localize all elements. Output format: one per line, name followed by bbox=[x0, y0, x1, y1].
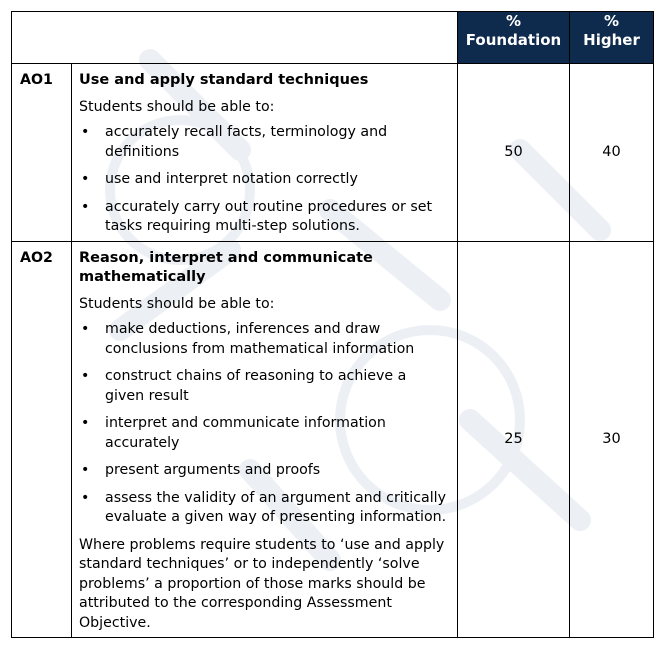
bullet-text: make deductions, inferences and draw conclusions from mathematical information bbox=[105, 321, 415, 357]
table-row-ao1 bbox=[12, 64, 654, 242]
ao1-higher-value: 40 bbox=[570, 64, 654, 242]
foundation-percent-sign: % bbox=[505, 12, 522, 30]
table-row-ao2 bbox=[12, 241, 654, 638]
bullet-text: present arguments and proofs bbox=[105, 462, 321, 478]
header-blank-cell bbox=[12, 12, 458, 64]
ao2-higher-value: 30 bbox=[570, 241, 654, 638]
ao2-bullet-list bbox=[79, 320, 449, 528]
ao1-title: Use and apply standard techniques bbox=[79, 72, 369, 88]
bullet-icon: • bbox=[81, 489, 90, 506]
bullet-icon: • bbox=[81, 171, 90, 187]
list-item bbox=[79, 414, 449, 453]
bullet-text: assess the validity of an argument and critically evaluate a given way of presenting information. bbox=[105, 489, 447, 525]
list-item bbox=[79, 367, 449, 406]
bullet-text: interpret and communicate information accurately bbox=[105, 415, 386, 451]
header-higher bbox=[570, 12, 654, 64]
ao1-intro: Students should be able to: bbox=[79, 98, 275, 115]
bullet-icon: • bbox=[81, 321, 90, 337]
list-item bbox=[79, 170, 449, 190]
bullet-text: accurately recall facts, terminology and definitions bbox=[105, 124, 388, 160]
ao1-bullet-list bbox=[79, 123, 449, 237]
bullet-text: use and interpret notation correctly bbox=[105, 171, 358, 187]
list-item bbox=[79, 489, 449, 528]
header-row bbox=[12, 12, 654, 64]
assessment-objectives-table bbox=[11, 11, 654, 638]
list-item bbox=[79, 320, 449, 359]
ao2-description bbox=[72, 241, 458, 638]
bullet-icon: • bbox=[81, 198, 90, 215]
higher-label: Higher bbox=[583, 31, 640, 49]
bullet-icon: • bbox=[81, 368, 90, 384]
bullet-text: accurately carry out routine procedures or set tasks requiring multi-step solutions. bbox=[105, 198, 433, 234]
ao2-code: AO2 bbox=[12, 241, 72, 638]
list-item bbox=[79, 123, 449, 162]
bullet-icon: • bbox=[81, 462, 90, 478]
ao1-foundation-value: 50 bbox=[458, 64, 570, 242]
ao2-foundation-value: 25 bbox=[458, 241, 570, 638]
bullet-icon: • bbox=[81, 415, 90, 431]
list-item bbox=[79, 198, 449, 237]
ao1-description bbox=[72, 64, 458, 242]
ao2-intro: Students should be able to: bbox=[79, 295, 275, 312]
header-foundation bbox=[458, 12, 570, 64]
higher-percent-sign: % bbox=[603, 12, 620, 30]
bullet-text: construct chains of reasoning to achieve a given result bbox=[105, 368, 407, 404]
list-item bbox=[79, 461, 449, 481]
foundation-label: Foundation bbox=[465, 31, 562, 49]
ao2-title: Reason, interpret and communicate mathematically bbox=[79, 249, 373, 285]
bullet-icon: • bbox=[81, 124, 90, 140]
ao2-note: Where problems require students to ‘use and apply standard techniques’ or to independently ‘solve problems’ a proportion of those marks should be attributed to the corresponding Assessment Objective. bbox=[79, 536, 445, 631]
ao1-code: AO1 bbox=[12, 64, 72, 242]
